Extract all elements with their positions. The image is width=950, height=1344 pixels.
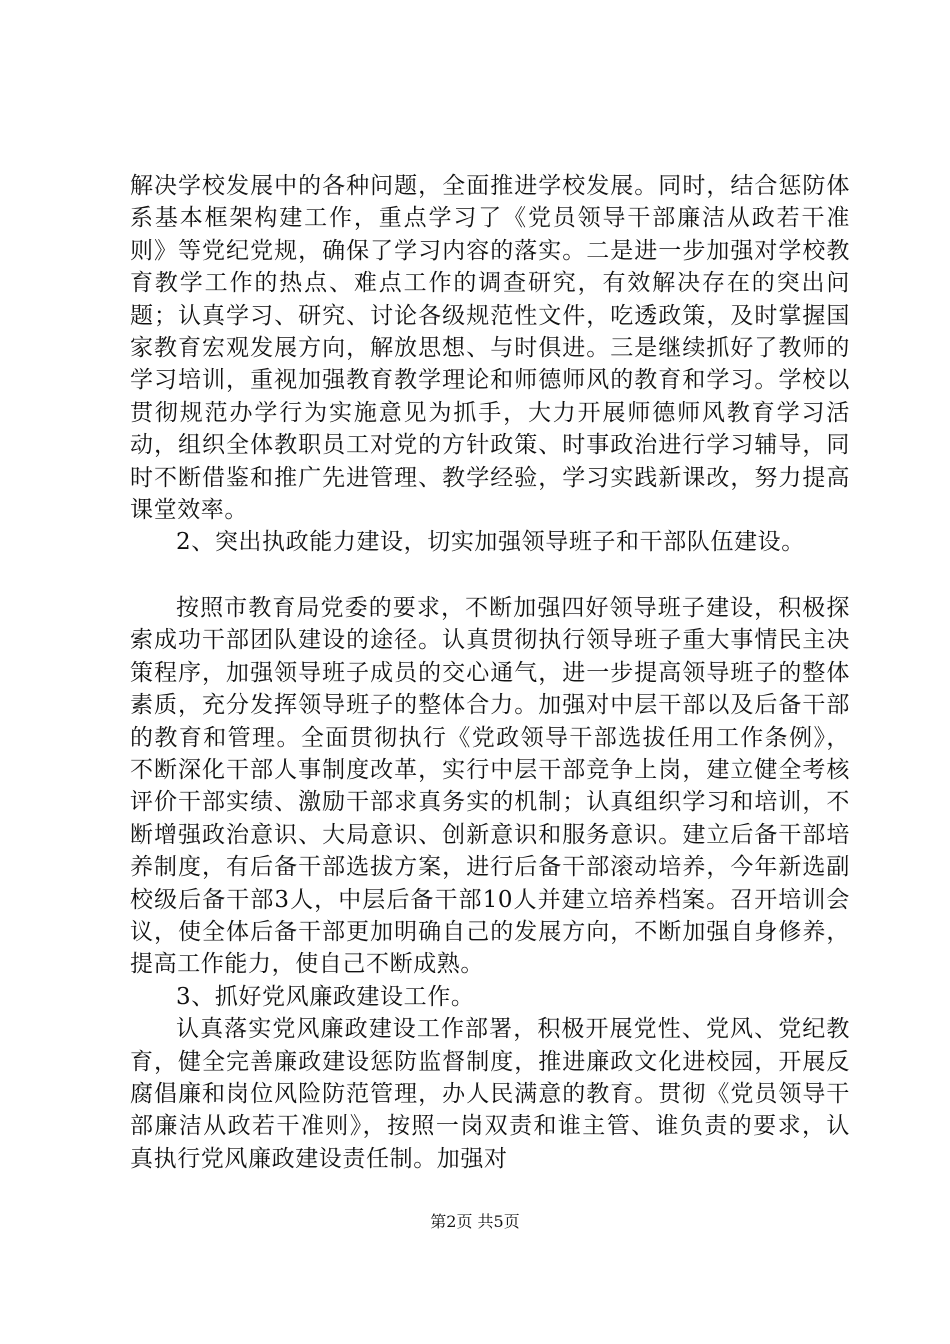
section-heading-3: 3、抓好党风廉政建设工作。	[176, 983, 475, 1010]
document-body	[130, 170, 850, 1175]
page-footer: 第2页 共5页	[430, 1212, 520, 1231]
section-heading-2: 2、突出执政能力建设，切实加强领导班子和干部队伍建设。	[176, 529, 805, 556]
paragraph-leadership-building: 按照市教育局党委的要求，不断加强四好领导班子建设，积极探索成功干部团队建设的途径。认真贯彻执行领导班子重大事情民主决策程序，加强领导班子成员的交心通气，进一步提高领导班子的整体素质，充分发挥领导班子的整体合力。加强对中层干部以及后备干部的教育和管理。全面贯彻执行《党政领导干部选拔任用工作条例》，不断深化干部人事制度改革，实行中层干部竞争上岗，建立健全考核评价干部实绩、激励干部求真务实的机制；认真组织学习和培训，不断增强政治意识、大局意识、创新意识和服务意识。建立后备干部培养制度，有后备干部选拔方案，进行后备干部滚动培养，今年新选副校级后备干部3人，中层后备干部10人并建立培养档案。召开培训会议，使全体后备干部更加明确自己的发展方向，不断加强自身修养，提高工作能力，使自己不断成熟。	[130, 594, 850, 978]
paragraph-integrity-building: 认真落实党风廉政建设工作部署，积极开展党性、党风、党纪教育，健全完善廉政建设惩防监督制度，推进廉政文化进校园，开展反腐倡廉和岗位风险防范管理，办人民满意的教育。贯彻《党员领导干部廉洁从政若干准则》，按照一岗双责和谁主管、谁负责的要求，认真执行党风廉政建设责任制。加强对	[130, 1016, 850, 1172]
paragraph-learning-continuation: 解决学校发展中的各种问题，全面推进学校发展。同时，结合惩防体系基本框架构建工作，重点学习了《党员领导干部廉洁从政若干准则》等党纪党规，确保了学习内容的落实。二是进一步加强对学校教育教学工作的热点、难点工作的调查研究，有效解决存在的突出问题；认真学习、研究、讨论各级规范性文件，吃透政策，及时掌握国家教育宏观发展方向，解放思想、与时俱进。三是继续抓好了教师的学习培训，重视加强教育教学理论和师德师风的教育和学习。学校以贯彻规范办学行为实施意见为抓手，大力开展师德师风教育学习活动，组织全体教职员工对党的方针政策、时事政治进行学习辅导，同时不断借鉴和推广先进管理、教学经验，学习实践新课改，努力提高课堂效率。	[130, 173, 850, 524]
